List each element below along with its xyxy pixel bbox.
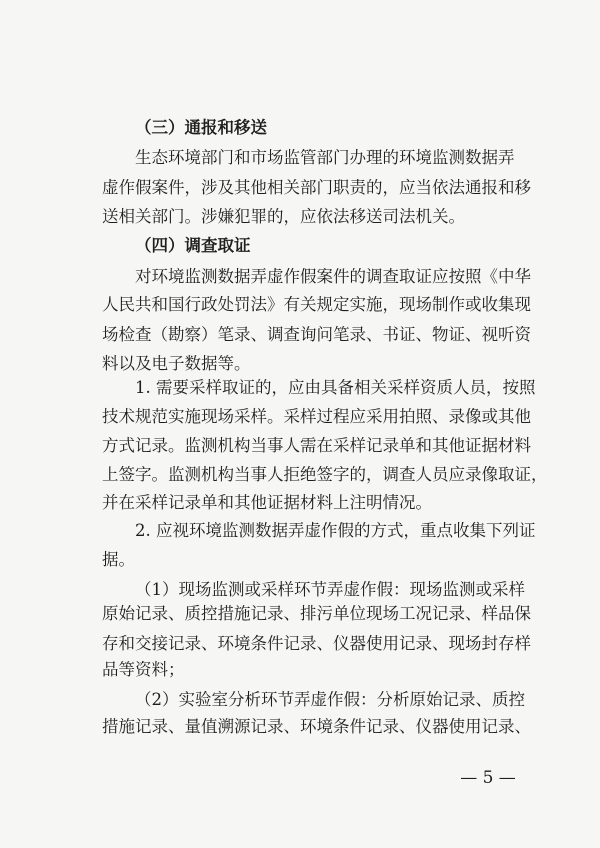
paragraph-line: （1）现场监测或采样环节弄虚作假：现场监测或采样 — [135, 580, 525, 599]
paragraph-line: 原始记录、质控措施记录、排污单位现场工况记录、样品保 — [102, 604, 531, 623]
paragraph-line: 措施记录、量值溯源记录、环境条件记录、仪器使用记录、 — [102, 717, 531, 736]
paragraph-line: 方式记录。监测机构当事人需在采样记录单和其他证据材料 — [102, 436, 531, 455]
paragraph-line: 人民共和国行政处罚法》有关规定实施，现场制作或收集现 — [102, 295, 531, 314]
section-heading-4: （四）调查取证 — [135, 236, 251, 255]
paragraph-line: 并在采样记录单和其他证据材料上注明情况。 — [102, 493, 432, 512]
paragraph-line: 对环境监测数据弄虚作假案件的调查取证应按照《中华 — [135, 267, 531, 286]
paragraph-line: 送相关部门。涉嫌犯罪的，应依法移送司法机关。 — [102, 207, 465, 226]
paragraph-line: 虚作假案件，涉及其他相关部门职责的，应当依法通报和移 — [102, 178, 531, 197]
paragraph-line: 2. 应视环境监测数据弄虚作假的方式，重点收集下列证 — [135, 521, 536, 540]
section-heading-3: （三）通报和移送 — [135, 118, 267, 137]
paragraph-line: 生态环境部门和市场监管部门办理的环境监测数据弄 — [135, 148, 515, 167]
page-number: — 5 — — [460, 768, 516, 788]
paragraph-line: 场检查（勘察）笔录、调查询问笔录、书证、物证、视听资 — [102, 325, 531, 344]
paragraph-line: 1. 需要采样取证的，应由具备相关采样资质人员，按照 — [135, 378, 536, 397]
paragraph-line: 料以及电子数据等。 — [102, 354, 251, 373]
paragraph-line: 存和交接记录、环境条件记录、仪器使用记录、现场封存样 — [102, 634, 531, 653]
paragraph-line: 据。 — [102, 550, 135, 569]
paragraph-line: 品等资料； — [102, 660, 185, 679]
paragraph-line: 技术规范实施现场采样。采样过程应采用拍照、录像或其他 — [102, 407, 531, 426]
paragraph-line: （2）实验室分析环节弄虚作假：分析原始记录、质控 — [135, 690, 525, 709]
paragraph-line: 上签字。监测机构当事人拒绝签字的，调查人员应录像取证， — [102, 465, 548, 484]
